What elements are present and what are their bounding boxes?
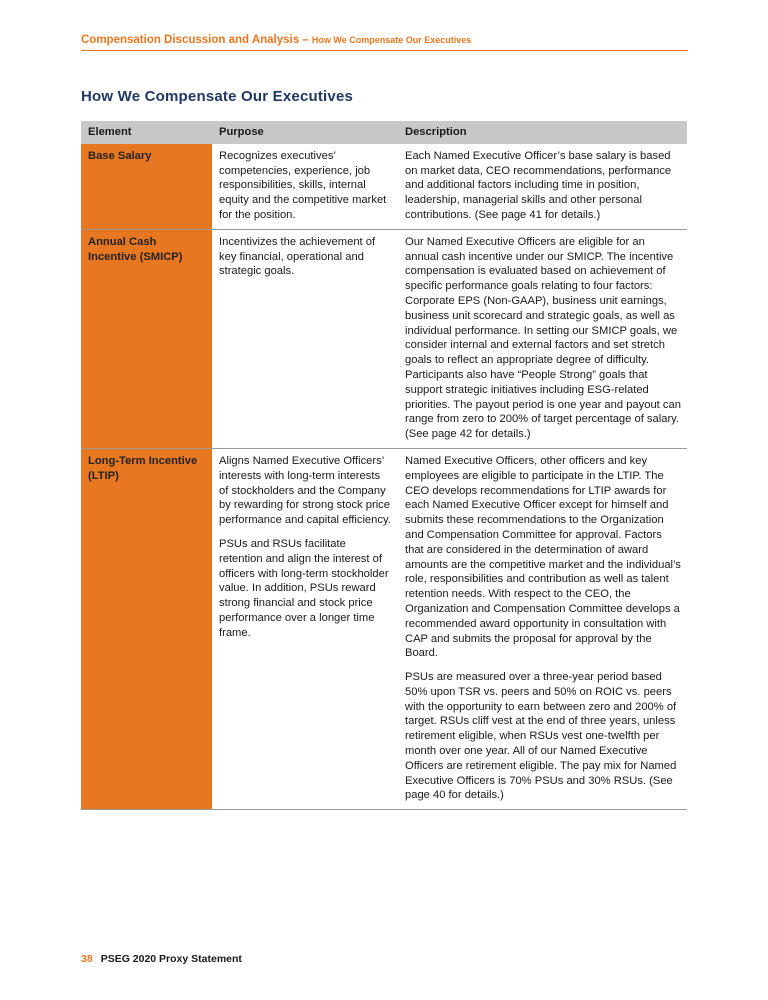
- header-subsection: How We Compensate Our Executives: [311, 35, 472, 45]
- description-paragraph: PSUs are measured over a three-year period based 50% upon TSR vs. peers and 50% on ROIC vs. peers with the opportunity to earn between zero and 200% of target. RSUs cliff vest at the end of three years, unless retirement eligible, when RSUs vest one-twelfth per month over one year. All of our Named Executive Officers are retirement eligible. The pay mix for Named Executive Officers is 70% PSUs and 30% RSUs. (See page 40 for details.): [405, 671, 677, 802]
- purpose-paragraph: Incentivizes the achievement of key financial, operational and strategic goals.: [219, 235, 376, 278]
- purpose-cell: [212, 144, 398, 229]
- description-cell: [398, 229, 687, 448]
- purpose-paragraph: Aligns Named Executive Officers’ interests with long-term interests of stockholders and the Company by rewarding for strong stock price performance and capital efficiency.: [219, 454, 391, 527]
- running-header: [81, 34, 688, 51]
- compensation-elements-table: [81, 121, 687, 810]
- purpose-cell: [212, 229, 398, 448]
- section-title: How We Compensate Our Executives: [81, 88, 354, 105]
- description-paragraph: Each Named Executive Officer’s base salary is based on market data, CEO recommendations, performance and additional factors including time in position, leadership, managerial skills and other personal contributions. (See page 41 for details.): [405, 149, 672, 221]
- table-row-base-salary: [81, 144, 687, 229]
- page-footer: [81, 953, 242, 965]
- table-header-row: [81, 121, 687, 144]
- element-cell: Base Salary: [81, 144, 212, 229]
- element-cell: Annual Cash Incentive (SMICP): [81, 229, 212, 448]
- column-header-description: Description: [398, 121, 687, 144]
- header-section: Compensation Discussion and Analysis: [81, 34, 300, 46]
- purpose-paragraph: PSUs and RSUs facilitate retention and align the interest of officers with long-term stockholder value. In addition, PSUs reward strong financial and stock price performance over a longer time frame.: [219, 537, 389, 639]
- table-row-annual-cash-incentive: [81, 229, 687, 448]
- description-cell: [398, 144, 687, 229]
- description-cell: [398, 448, 687, 809]
- element-cell: Long-Term Incentive (LTIP): [81, 448, 212, 809]
- table-row-long-term-incentive: [81, 448, 687, 809]
- document-title: PSEG 2020 Proxy Statement: [100, 953, 242, 965]
- header-separator: –: [299, 34, 312, 46]
- purpose-cell: [212, 448, 398, 809]
- column-header-element: Element: [81, 121, 212, 144]
- page-number: 38: [81, 953, 93, 965]
- description-paragraph: Our Named Executive Officers are eligible for an annual cash incentive under our SMICP. The incentive compensation is evaluated based on achievement of specific performance goals relating to four factors: Corporate EPS (Non-GAAP), business unit earnings, business unit scorecard and strategic goals, as well as individual performance. In setting our SMICP goals, we consider internal and external factors and set stretch goals to reflect an appropriate degree of difficulty. Participants also have “People Strong” goals that support strategic initiatives including ESG-related priorities. The payout period is one year and payout can range from zero to 200% of target percentage of salary. (See page 42 for details.): [405, 235, 681, 441]
- column-header-purpose: Purpose: [212, 121, 398, 144]
- description-paragraph: Named Executive Officers, other officers and key employees are eligible to participate in the LTIP. The CEO develops recommendations for LTIP awards for each Named Executive Officer except for himself and submits these recommendations to the Organization and Compensation Committee for approval. Factors that are considered in the determination of award amounts are the competitive market and the individual’s role, responsibilities and contribution as well as talent retention needs. With respect to the CEO, the Organization and Compensation Committee develops a recommended award opportunity in consultation with CAP and submits the proposal for approval by the Board.: [405, 454, 681, 660]
- purpose-paragraph: Recognizes executives’ competencies, experience, job responsibilities, skills, internal equity and the competitive market for the position.: [219, 149, 387, 221]
